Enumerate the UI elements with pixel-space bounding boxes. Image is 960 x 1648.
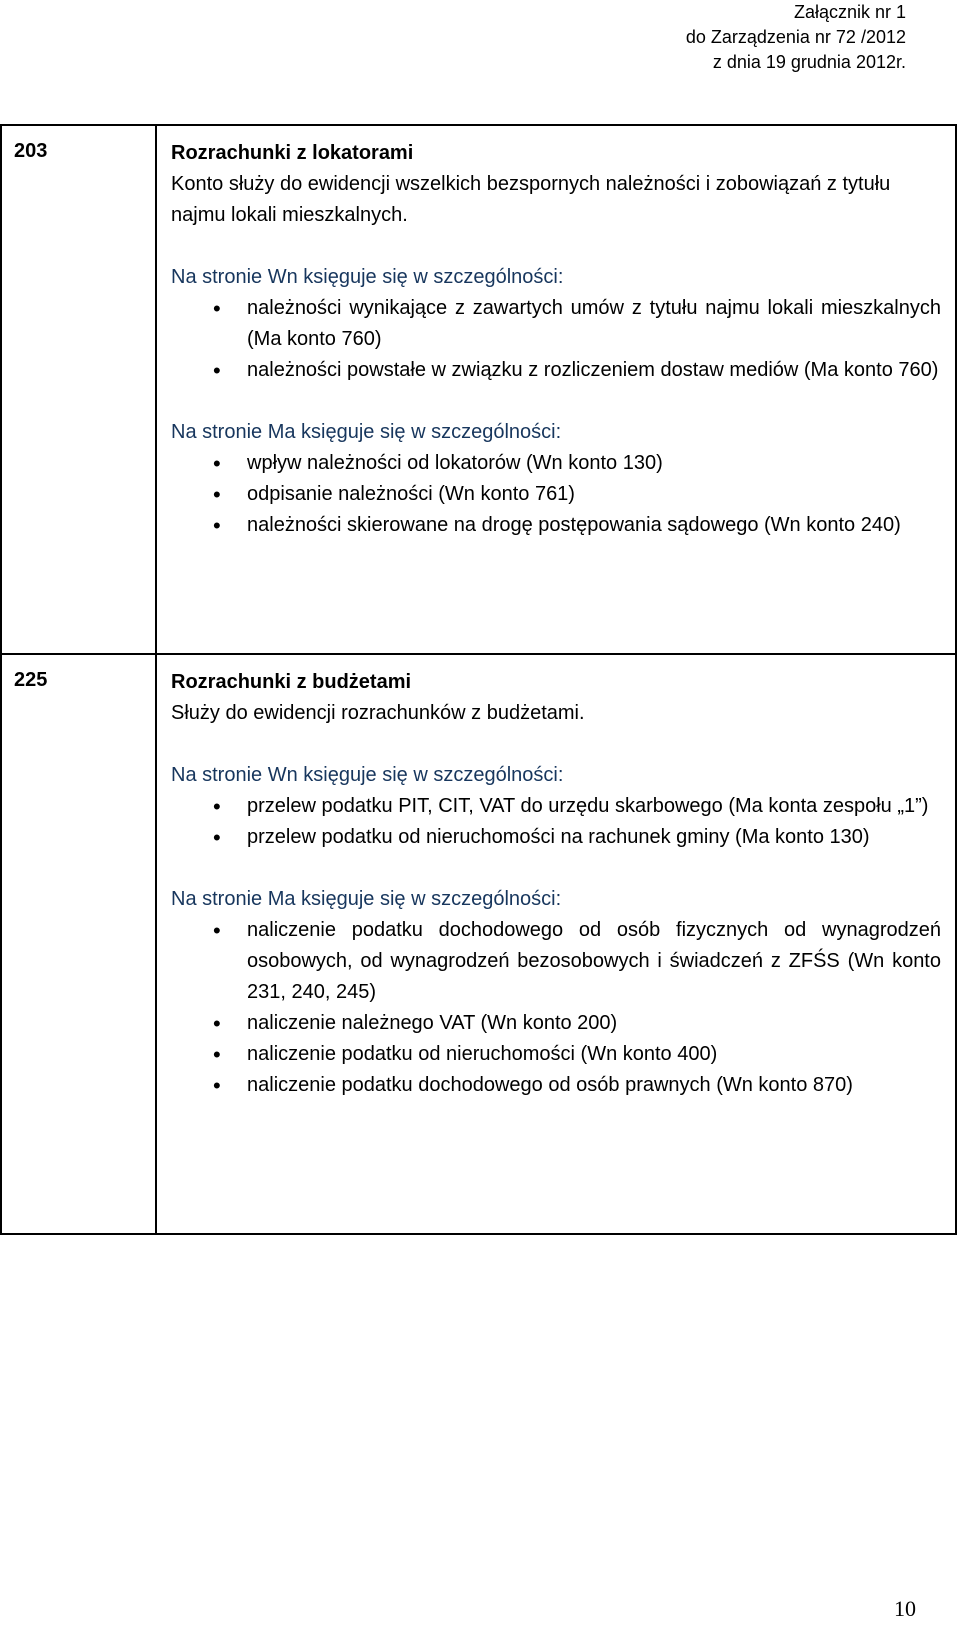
list-item: • wpływ należności od lokatorów (Wn konto 130): [171, 448, 941, 479]
wn-section: [171, 760, 941, 853]
list-item: • należności powstałe w związku z rozliczeniem dostaw mediów (Ma konto 760): [171, 355, 941, 386]
account-title: Rozrachunki z budżetami: [171, 671, 412, 693]
account-content: [156, 654, 956, 1234]
ma-items: [171, 448, 941, 541]
ma-section: [171, 417, 941, 541]
wn-heading: Na stronie Wn księguje się w szczególności:: [171, 764, 564, 786]
header-attachment-line: Załącznik nr 1: [793, 2, 906, 22]
account-description: Służy do ewidencji rozrachunków z budżetami.: [171, 702, 585, 724]
list-item: • odpisanie należności (Wn konto 761): [171, 479, 941, 510]
table-row: [1, 125, 956, 654]
wn-heading: Na stronie Wn księguje się w szczególności:: [171, 266, 564, 288]
list-item: • naliczenie podatku dochodowego od osób fizycznych od wynagrodzeń osobowych, od wynagrodzeń bezosobowych i świadczeń z ZFŚS (Wn konto 231, 240, 245): [171, 915, 941, 1008]
ma-items: [171, 915, 941, 1101]
account-number: 203: [1, 125, 156, 654]
account-number: 225: [1, 654, 156, 1234]
account-description: Konto służy do ewidencji wszelkich bezspornych należności i zobowiązań z tytułu najmu lokali mieszkalnych.: [171, 173, 891, 226]
accounts-table: [0, 124, 957, 1235]
document-header: [686, 0, 906, 75]
list-item: • naliczenie podatku od nieruchomości (Wn konto 400): [171, 1039, 941, 1070]
list-item: • naliczenie podatku dochodowego od osób prawnych (Wn konto 870): [171, 1070, 941, 1101]
list-item: • należności wynikające z zawartych umów z tytułu najmu lokali mieszkalnych (Ma konto 760): [171, 293, 941, 355]
list-item: • przelew podatku PIT, CIT, VAT do urzędu skarbowego (Ma konta zespołu „1”): [171, 791, 941, 822]
wn-section: [171, 262, 941, 386]
wn-items: [171, 293, 941, 386]
table-row: [1, 654, 956, 1234]
list-item: • przelew podatku od nieruchomości na rachunek gminy (Ma konto 130): [171, 822, 941, 853]
account-title: Rozrachunki z lokatorami: [171, 142, 414, 164]
account-content: [156, 125, 956, 654]
list-item: • należności skierowane na drogę postępowania sądowego (Wn konto 240): [171, 510, 941, 541]
header-order-line: do Zarządzenia nr 72 /2012: [685, 27, 906, 47]
ma-heading: Na stronie Ma księguje się w szczególności:: [171, 421, 562, 443]
ma-section: [171, 884, 941, 1101]
wn-items: [171, 791, 941, 853]
page-number: 10: [894, 1596, 916, 1621]
ma-heading: Na stronie Ma księguje się w szczególności:: [171, 888, 562, 910]
list-item: • naliczenie należnego VAT (Wn konto 200): [171, 1008, 941, 1039]
header-date-line: z dnia 19 grudnia 2012r.: [712, 52, 906, 72]
